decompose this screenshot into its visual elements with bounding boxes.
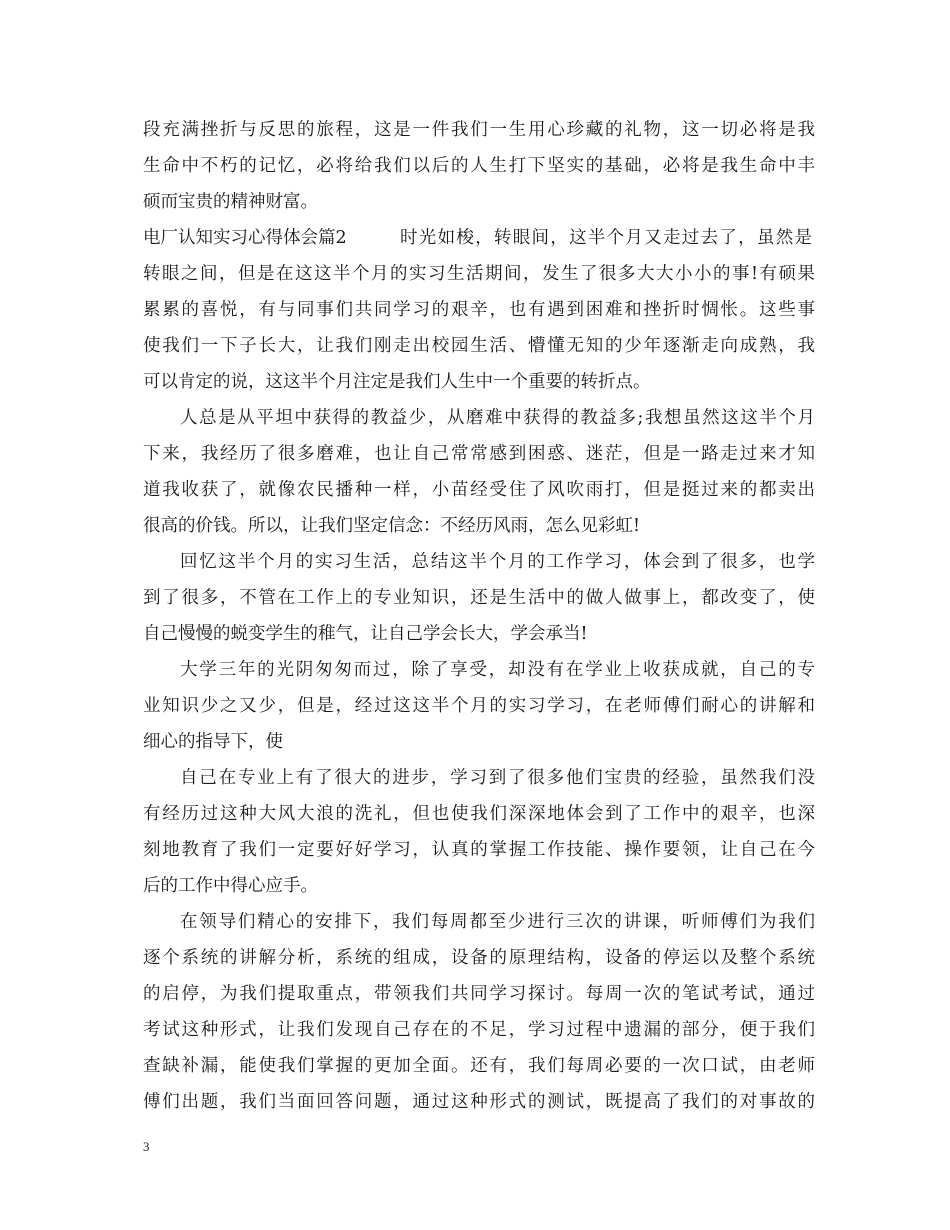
text-line: 查缺补漏，能使我们掌握的更加全面。还有，我们每周必要的一次口试，由老师 [143, 1056, 815, 1076]
text-line: 很高的价钱。所以，让我们坚定信念：不经历风雨，怎么见彩虹! [143, 516, 641, 536]
text-line: 后的工作中得心应手。 [143, 876, 318, 896]
text-line: 累累的喜悦，有与同事们共同学习的艰辛，也有遇到困难和挫折时惆怅。这些事 [143, 300, 815, 320]
text-line: 业知识少之又少，但是，经过这这半个月的实习学习，在老师傅们耐心的讲解和 [143, 696, 815, 716]
text-line: 生命中不朽的记忆，必将给我们以后的人生打下坚实的基础，必将是我生命中丰 [143, 156, 815, 176]
text-line: 到了很多，不管在工作上的专业知识，还是生活中的做人做事上，都改变了，使 [143, 588, 815, 608]
text-line: 自己慢慢的蜕变学生的稚气，让自己学会长大，学会承当! [143, 624, 588, 644]
text-line: 细心的指导下，使 [143, 732, 283, 752]
section-heading-row [143, 226, 815, 250]
text-line: 在领导们精心的安排下，我们每周都至少进行三次的讲课，听师傅们为我们 [180, 912, 815, 932]
text-line: 使我们一下子长大，让我们刚走出校园生活、懵懂无知的少年逐渐走向成熟，我 [143, 336, 815, 356]
text-line: 逐个系统的讲解分析，系统的组成，设备的原理结构，设备的停运以及整个系统 [143, 948, 815, 968]
text-line: 自己在专业上有了很大的进步，学习到了很多他们宝贵的经验，虽然我们没 [180, 768, 815, 788]
text-line: 有经历过这种大风大浪的洗礼，但也使我们深深地体会到了工作中的艰辛，也深 [143, 804, 815, 824]
text-line: 的启停，为我们提取重点，带领我们共同学习探讨。每周一次的笔试考试，通过 [143, 984, 815, 1004]
text-line: 转眼之间，但是在这这半个月的实习生活期间，发生了很多大大小小的事!有硕果 [143, 264, 815, 284]
text-line: 段充满挫折与反思的旅程，这是一件我们一生用心珍藏的礼物，这一切必将是我 [143, 120, 815, 140]
text-line: 下来，我经历了很多磨难，也让自己常常感到困惑、迷茫，但是一路走过来才知 [143, 444, 815, 464]
text-line: 考试这种形式，让我们发现自己存在的不足，学习过程中遗漏的部分，便于我们 [143, 1020, 815, 1040]
text-line: 道我收获了，就像农民播种一样，小苗经受住了风吹雨打，但是挺过来的都卖出 [143, 480, 815, 500]
text-line: 时光如梭，转眼间，这半个月又走过去了，虽然是 [400, 228, 812, 248]
page-number: 3 [143, 1139, 150, 1154]
section-title: 电厂认知实习心得体会篇2 [143, 228, 347, 248]
text-line: 刻地教育了我们一定要好好学习，认真的掌握工作技能、操作要领，让自己在今 [143, 840, 815, 860]
text-line: 大学三年的光阴匆匆而过，除了享受，却没有在学业上收获成就，自己的专 [180, 660, 815, 680]
text-line: 人总是从平坦中获得的教益少，从磨难中获得的教益多;我想虽然这这半个月 [180, 408, 815, 428]
text-line: 傅们出题，我们当面回答问题，通过这种形式的测试，既提高了我们的对事故的 [143, 1092, 815, 1112]
text-line: 可以肯定的说，这这半个月注定是我们人生中一个重要的转折点。 [143, 372, 651, 392]
text-line: 硕而宝贵的精神财富。 [143, 192, 318, 212]
text-line: 回忆这半个月的实习生活，总结这半个月的工作学习，体会到了很多，也学 [180, 552, 815, 572]
